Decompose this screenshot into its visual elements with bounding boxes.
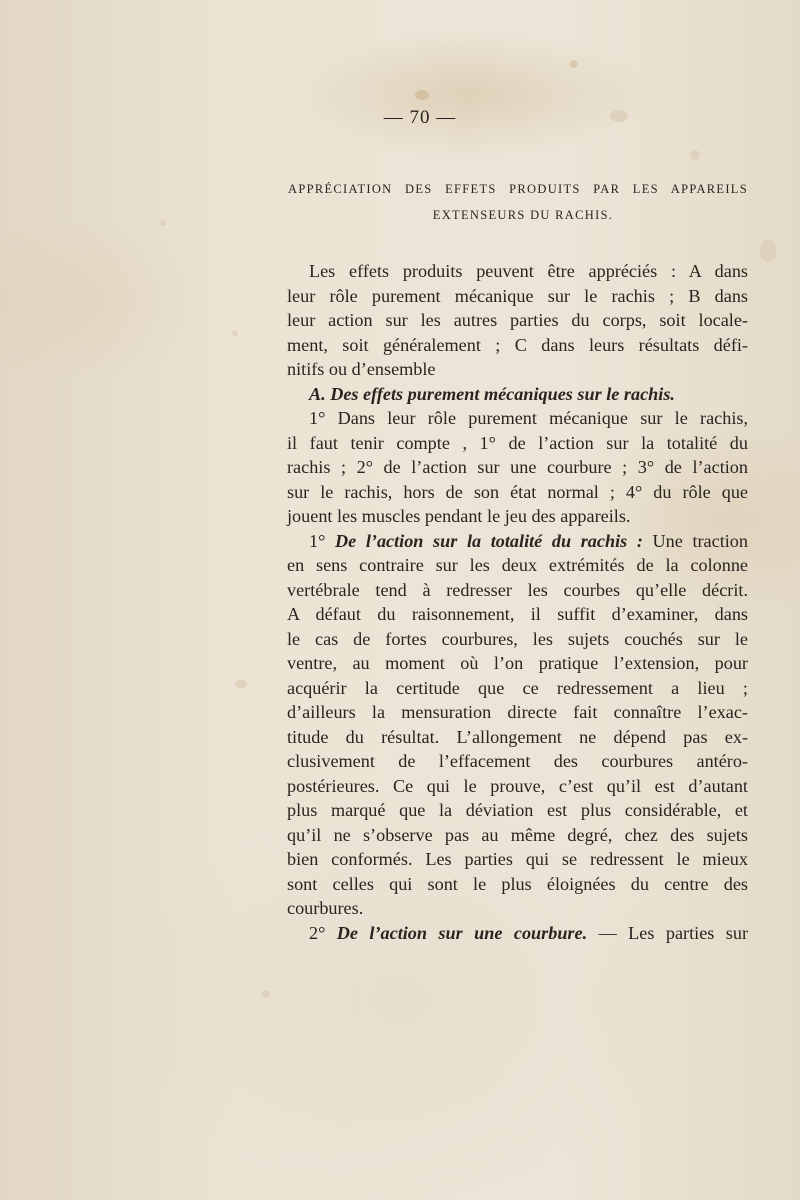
foxing-stain [262, 990, 270, 998]
item-number: 2° [309, 922, 337, 943]
foxing-stain [160, 220, 166, 226]
text-line [287, 529, 748, 554]
subsection-title-1: De l’action sur la totalité du rachis : [335, 530, 643, 551]
text-line [287, 921, 748, 946]
subsection-title-a: A. Des effets purement mécaniques sur le rachis. [309, 383, 675, 404]
foxing-stain [415, 90, 429, 100]
body-text [287, 259, 748, 945]
foxing-stain [570, 60, 578, 68]
text-fragment: — Les parties sur [587, 922, 748, 943]
text-line: plus marqué que la déviation est plus considérable, et [287, 800, 748, 820]
text-fragment: Une traction [642, 530, 748, 551]
text-line: postérieures. Ce qui le prouve, c’est qu’il est d’autant [287, 775, 748, 796]
text-line: leur action sur les autres parties du corps, soit locale- [287, 310, 748, 330]
text-line: nitifs ou d’ensemble [287, 359, 436, 379]
text-line: 1° Dans leur rôle purement mécanique sur le rachis, [309, 408, 748, 428]
text-line: acquérir la certitude que ce redressement a lieu ; [287, 677, 748, 698]
heading-line-1: APPRÉCIATION DES EFFETS PRODUITS PAR LES APPAREILS [288, 182, 748, 196]
foxing-stain [760, 240, 776, 262]
text-line: jouent les muscles pendant le jeu des appareils. [287, 506, 631, 526]
text-line: A défaut du raisonnement, il suffit d’examiner, dans [287, 604, 748, 624]
text-line: titude du résultat. L’allongement ne dépend pas ex- [287, 726, 748, 747]
heading-line-2: EXTENSEURS DU RACHIS. [432, 208, 614, 222]
text-line: sur le rachis, hors de son état normal ; 4° du rôle que [287, 481, 748, 502]
text-line: ment, soit généralement ; C dans leurs résultats défi- [287, 334, 748, 355]
text-line: Les effets produits peuvent être appréciés : A dans [309, 261, 748, 281]
text-line: clusivement de l’effacement des courbures antéro- [287, 751, 748, 771]
page-number: — 70 — [383, 107, 457, 128]
text-line: le cas de fortes courbures, les sujets couchés sur le [287, 628, 748, 649]
text-line: ventre, au moment où l’on pratique l’extension, pour [287, 653, 748, 673]
section-heading [288, 176, 748, 228]
item-number: 1° [309, 530, 335, 551]
text-line: en sens contraire sur les deux extrémités de la colonne [287, 555, 748, 575]
subsection-title-2: De l’action sur une courbure. [336, 922, 588, 943]
text-line: leur rôle purement mécanique sur le rachis ; B dans [287, 285, 748, 306]
text-line: rachis ; 2° de l’action sur une courbure ; 3° de l’action [287, 457, 748, 477]
text-line: d’ailleurs la mensuration directe fait connaître l’exac- [287, 702, 748, 722]
text-line: sont celles qui sont le plus éloignées du centre des [287, 873, 748, 894]
text-line: bien conformés. Les parties qui se redressent le mieux [287, 849, 748, 869]
foxing-stain [235, 680, 247, 688]
text-line: il faut tenir compte , 1° de l’action sur la totalité du [287, 432, 748, 453]
foxing-stain [232, 330, 238, 336]
text-line: qu’il ne s’observe pas au même degré, chez des sujets [287, 824, 748, 845]
text-line: courbures. [287, 898, 364, 918]
text-line: vertébrale tend à redresser les courbes qu’elle décrit. [287, 579, 748, 600]
foxing-stain [690, 150, 700, 160]
